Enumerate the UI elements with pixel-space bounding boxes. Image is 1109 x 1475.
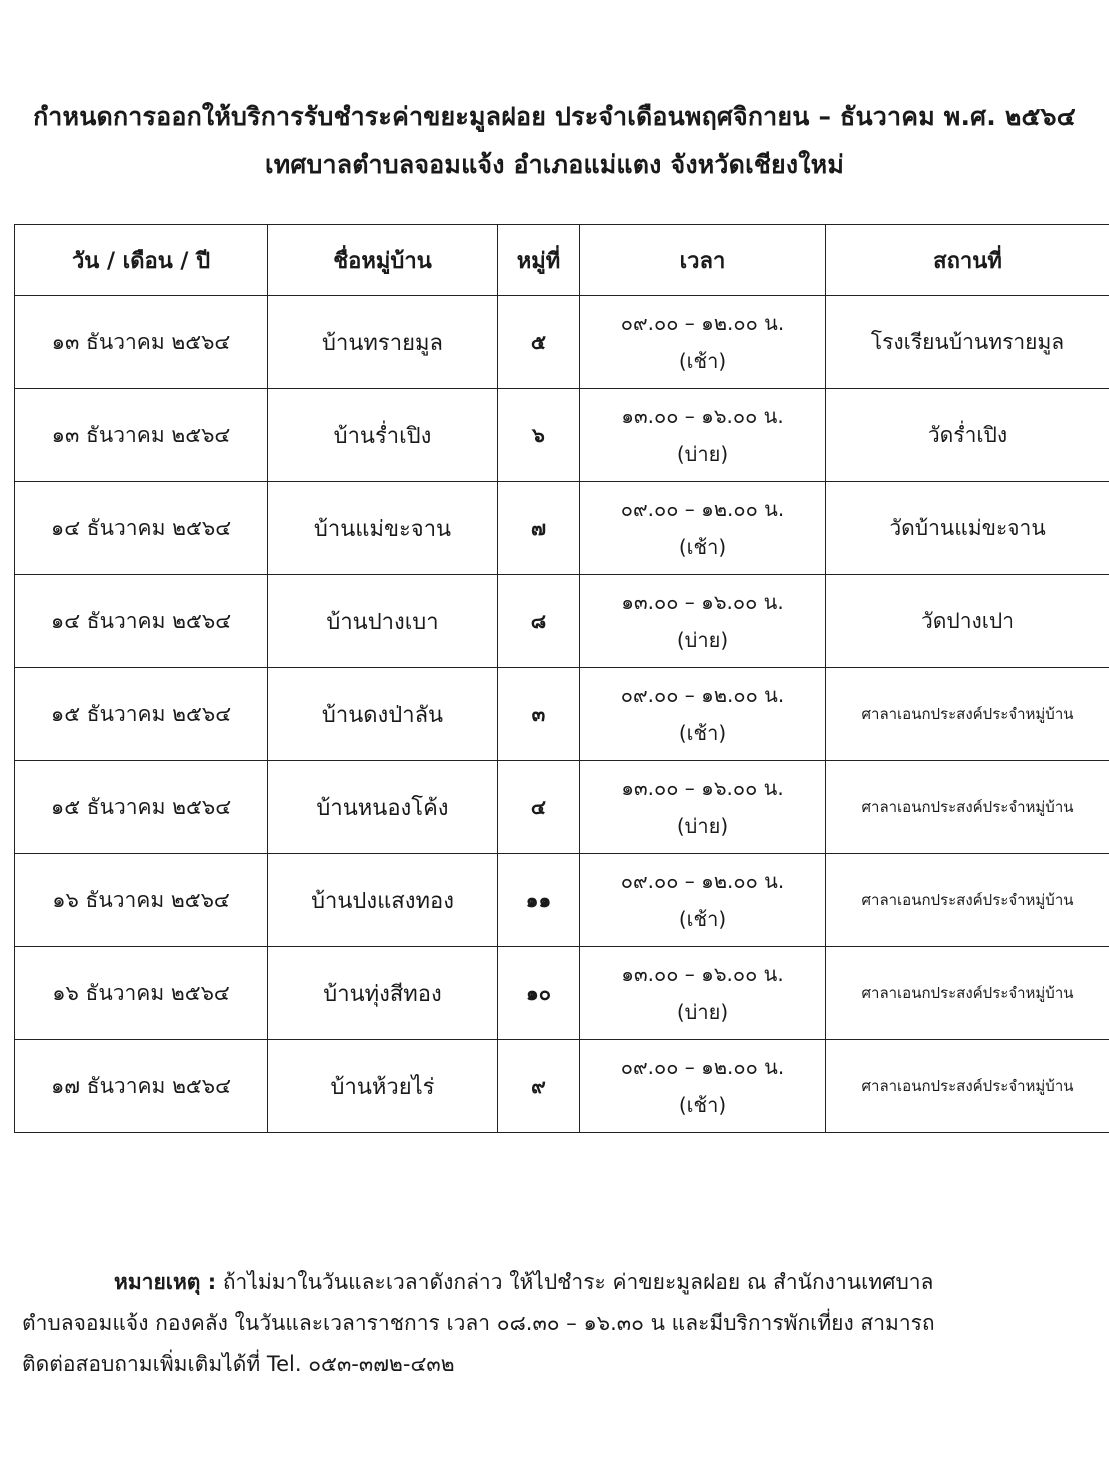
- footnote: [22, 1262, 1082, 1385]
- table-row: [15, 296, 1109, 389]
- time-range: ๑๓.๐๐ – ๑๖.๐๐ น.: [621, 776, 784, 800]
- cell-time: [580, 761, 826, 854]
- cell-place: ศาลาเอนกประสงค์ประจำหมู่บ้าน: [826, 947, 1109, 1040]
- cell-date: ๑๖ ธันวาคม ๒๕๖๔: [15, 947, 268, 1040]
- cell-place: วัดบ้านแม่ขะจาน: [826, 482, 1109, 575]
- cell-moo: ๑๐: [498, 947, 580, 1040]
- time-range: ๐๙.๐๐ – ๑๒.๐๐ น.: [620, 869, 785, 893]
- footnote-line-3: ติดต่อสอบถามเพิ่มเติมได้ที่ Tel. ๐๕๓-๓๗๒-๔๓๒: [22, 1352, 455, 1376]
- cell-date: ๑๗ ธันวาคม ๒๕๖๔: [15, 1040, 268, 1133]
- cell-place: ศาลาเอนกประสงค์ประจำหมู่บ้าน: [826, 668, 1109, 761]
- cell-moo: ๔: [498, 761, 580, 854]
- cell-moo: ๑๑: [498, 854, 580, 947]
- table-row: [15, 1040, 1109, 1133]
- footnote-line-1: [22, 1262, 1082, 1303]
- time-range: ๐๙.๐๐ – ๑๒.๐๐ น.: [620, 497, 785, 521]
- cell-time: [580, 296, 826, 389]
- cell-village: บ้านปงแสงทอง: [268, 854, 498, 947]
- cell-time: [580, 854, 826, 947]
- cell-place: โรงเรียนบ้านทรายมูล: [826, 296, 1109, 389]
- time-range: ๑๓.๐๐ – ๑๖.๐๐ น.: [621, 962, 784, 986]
- header-village: ชื่อหมู่บ้าน: [268, 225, 498, 296]
- cell-village: บ้านร่ำเปิง: [268, 389, 498, 482]
- time-period: (บ่าย): [676, 442, 729, 466]
- time-period: (บ่าย): [676, 628, 729, 652]
- cell-date: ๑๔ ธันวาคม ๒๕๖๔: [15, 482, 268, 575]
- footnote-text-1: ถ้าไม่มาในวันและเวลาดังกล่าว ให้ไปชำระ ค่าขยะมูลฝอย ณ สำนักงานเทศบาล: [222, 1270, 934, 1294]
- cell-time: [580, 482, 826, 575]
- page-subtitle: เทศบาลตำบลจอมแจ้ง อำเภอแม่แตง จังหวัดเชียงใหม่: [264, 150, 845, 179]
- table-row: [15, 947, 1109, 1040]
- table-header-row: [15, 225, 1109, 296]
- cell-place: ศาลาเอนกประสงค์ประจำหมู่บ้าน: [826, 761, 1109, 854]
- footnote-line-2: ตำบลจอมแจ้ง กองคลัง ในวันและเวลาราชการ เวลา ๐๘.๓๐ – ๑๖.๓๐ น และมีบริการพักเที่ยง สามารถ: [22, 1311, 935, 1335]
- cell-time: [580, 668, 826, 761]
- table-row: [15, 761, 1109, 854]
- time-period: (เช้า): [678, 535, 727, 559]
- table-row: [15, 389, 1109, 482]
- page-title: กำหนดการออกให้บริการรับชำระค่าขยะมูลฝอย ประจำเดือนพฤศจิกายน – ธันวาคม พ.ศ. ๒๕๖๔: [33, 102, 1076, 131]
- cell-time: [580, 947, 826, 1040]
- cell-village: บ้านหนองโค้ง: [268, 761, 498, 854]
- schedule-table: [14, 224, 1109, 1133]
- cell-time: [580, 1040, 826, 1133]
- cell-village: บ้านทรายมูล: [268, 296, 498, 389]
- table-row: [15, 482, 1109, 575]
- cell-moo: ๕: [498, 296, 580, 389]
- table-row: [15, 854, 1109, 947]
- time-period: (เช้า): [678, 721, 727, 745]
- time-range: ๑๓.๐๐ – ๑๖.๐๐ น.: [621, 404, 784, 428]
- time-period: (เช้า): [678, 907, 727, 931]
- cell-date: ๑๖ ธันวาคม ๒๕๖๔: [15, 854, 268, 947]
- table-row: [15, 575, 1109, 668]
- cell-date: ๑๕ ธันวาคม ๒๕๖๔: [15, 668, 268, 761]
- time-range: ๐๙.๐๐ – ๑๒.๐๐ น.: [620, 311, 785, 335]
- time-range: ๐๙.๐๐ – ๑๒.๐๐ น.: [620, 683, 785, 707]
- cell-village: บ้านทุ่งสีทอง: [268, 947, 498, 1040]
- time-period: (บ่าย): [676, 814, 729, 838]
- footnote-label: หมายเหตุ :: [114, 1270, 217, 1294]
- cell-moo: ๖: [498, 389, 580, 482]
- cell-place: ศาลาเอนกประสงค์ประจำหมู่บ้าน: [826, 1040, 1109, 1133]
- cell-time: [580, 575, 826, 668]
- time-range: ๐๙.๐๐ – ๑๒.๐๐ น.: [620, 1055, 785, 1079]
- cell-village: บ้านปางเบา: [268, 575, 498, 668]
- cell-village: บ้านห้วยไร่: [268, 1040, 498, 1133]
- cell-time: [580, 389, 826, 482]
- cell-place: ศาลาเอนกประสงค์ประจำหมู่บ้าน: [826, 854, 1109, 947]
- cell-village: บ้านแม่ขะจาน: [268, 482, 498, 575]
- cell-date: ๑๕ ธันวาคม ๒๕๖๔: [15, 761, 268, 854]
- cell-place: วัดปางเปา: [826, 575, 1109, 668]
- time-range: ๑๓.๐๐ – ๑๖.๐๐ น.: [621, 590, 784, 614]
- header-moo: หมู่ที่: [498, 225, 580, 296]
- cell-place: วัดร่ำเปิง: [826, 389, 1109, 482]
- cell-village: บ้านดงป่าลัน: [268, 668, 498, 761]
- header-place: สถานที่: [826, 225, 1109, 296]
- time-period: (เช้า): [678, 1093, 727, 1117]
- header-time: เวลา: [580, 225, 826, 296]
- header-date: วัน / เดือน / ปี: [15, 225, 268, 296]
- cell-date: ๑๔ ธันวาคม ๒๕๖๔: [15, 575, 268, 668]
- time-period: (เช้า): [678, 349, 727, 373]
- cell-moo: ๙: [498, 1040, 580, 1133]
- table-row: [15, 668, 1109, 761]
- cell-moo: ๘: [498, 575, 580, 668]
- cell-date: ๑๓ ธันวาคม ๒๕๖๔: [15, 389, 268, 482]
- time-period: (บ่าย): [676, 1000, 729, 1024]
- cell-date: ๑๓ ธันวาคม ๒๕๖๔: [15, 296, 268, 389]
- cell-moo: ๓: [498, 668, 580, 761]
- cell-moo: ๗: [498, 482, 580, 575]
